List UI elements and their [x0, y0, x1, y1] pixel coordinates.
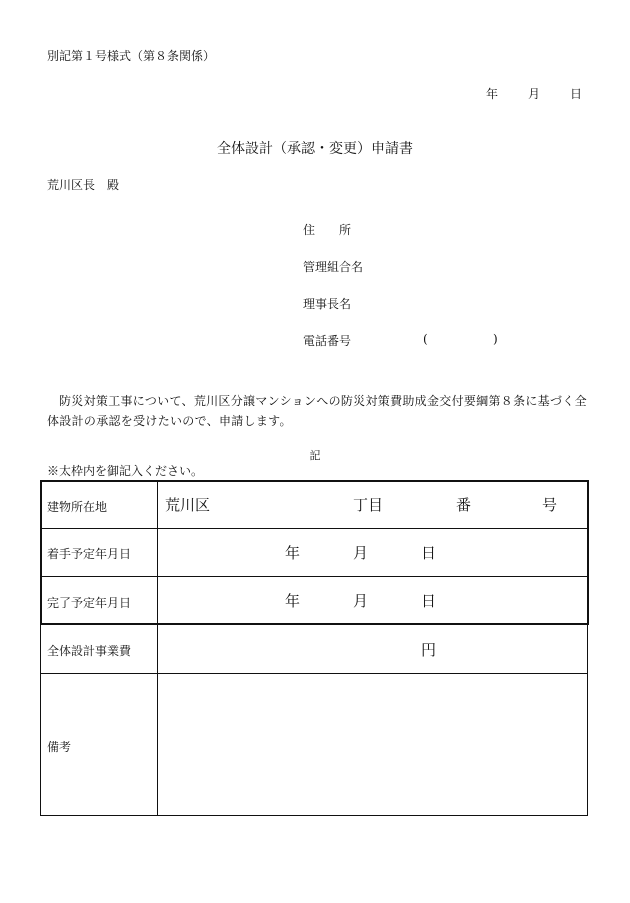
- fill-in-note: ※太枠内を御記入ください。: [47, 464, 204, 478]
- date-day-label: 日: [570, 87, 583, 101]
- completion-date-month: 月: [353, 592, 369, 610]
- applicant-address-label: 住 所: [303, 223, 352, 237]
- date-year-label: 年: [486, 87, 499, 101]
- phone-open-paren: (: [423, 332, 428, 346]
- applicant-chairperson-label: 理事長名: [303, 297, 352, 311]
- completion-date-year: 年: [285, 592, 301, 610]
- start-date-month: 月: [353, 544, 369, 562]
- building-location-label: 建物所在地: [47, 500, 108, 514]
- total-design-cost-label: 全体設計事業費: [47, 644, 132, 658]
- application-body-text: 防災対策工事について、荒川区分譲マンションへの防災対策費助成金交付要綱第８条に基づく全体設計の承認を受けたいので、申請します。: [47, 394, 587, 428]
- phone-close-paren: ): [493, 332, 498, 346]
- start-date-year: 年: [285, 544, 301, 562]
- applicant-phone-label: 電話番号: [303, 334, 352, 348]
- addressee: 荒川区長 殿: [47, 178, 120, 192]
- remarks-label: 備考: [47, 740, 72, 754]
- start-date-day: 日: [421, 544, 437, 562]
- date-month-label: 月: [528, 87, 541, 101]
- remarks-value: [165, 690, 575, 800]
- completion-date-day: 日: [421, 592, 437, 610]
- building-location-ward: 荒川区: [165, 496, 211, 514]
- building-location-go: 号: [542, 496, 558, 514]
- applicant-management-association-label: 管理組合名: [303, 260, 364, 274]
- form-identifier: 別記第１号様式（第８条関係）: [47, 49, 216, 63]
- total-design-cost-unit: 円: [421, 641, 437, 659]
- completion-date-label: 完了予定年月日: [47, 596, 132, 610]
- application-date: [486, 85, 582, 102]
- ki-mark: 記: [309, 449, 321, 462]
- document-title: 全体設計（承認・変更）申請書: [217, 141, 413, 157]
- start-date-label: 着手予定年月日: [47, 547, 132, 561]
- building-location-chome: 丁目: [353, 496, 384, 514]
- building-location-ban: 番: [456, 496, 472, 514]
